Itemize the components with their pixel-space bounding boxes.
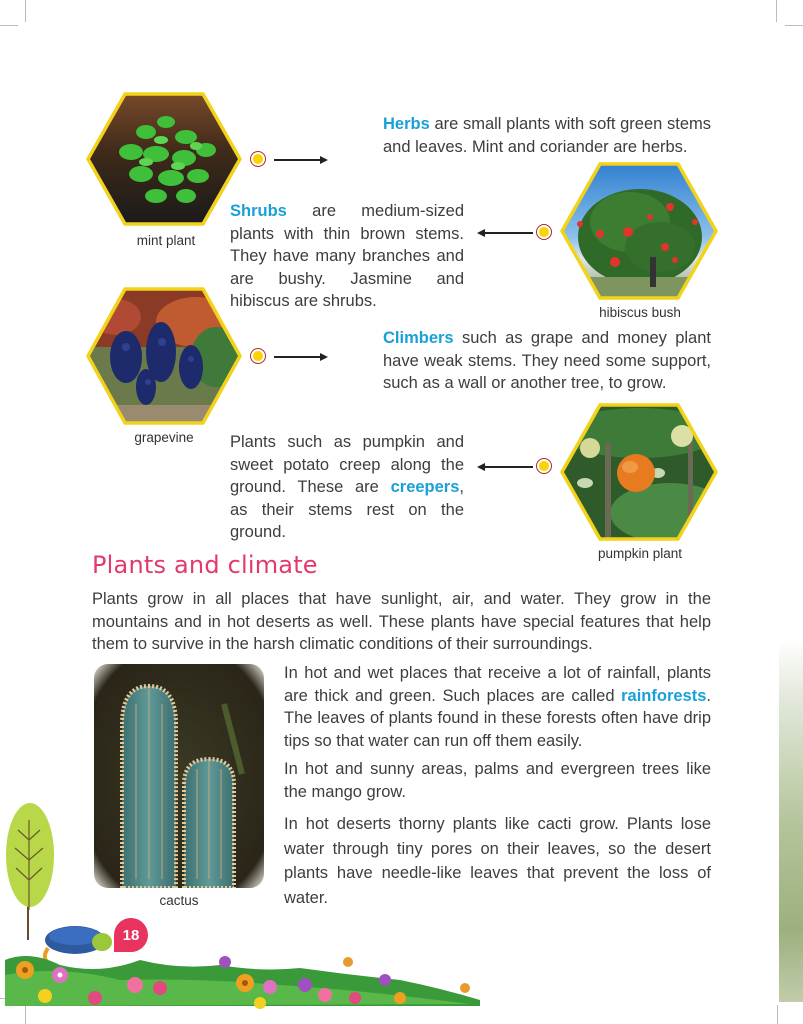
arrow-left-icon — [479, 232, 533, 234]
crop-mark — [0, 25, 18, 26]
desert-paragraph: In hot deserts thorny plants like cacti grow. Plants lose water through tiny pores on their leaves, so the desert plants have needle-like leaves that prevent the loss of water. — [284, 815, 711, 907]
creepers-term: creepers — [390, 478, 460, 496]
rainforest-paragraph: In hot and wet places that receive a lot of rainfall, plants are thick and green. Such places are called rainforests. The leaves of plants found in these forests often have drip tips so that water can run off them easily. — [284, 664, 711, 750]
climbers-paragraph: Climbers such as grape and money plant have weak stems. They need some support, such as a wall or another tree, to grow. — [383, 329, 711, 392]
page-number-badge: 18 — [114, 918, 148, 952]
bullet-dot-icon — [250, 348, 266, 364]
arrow-right-icon — [274, 356, 326, 358]
climate-intro: Plants grow in all places that have sunlight, air, and water. They grow in the mountains and in hot deserts as well. These plants have special features that help them to survive in the harsh climatic conditions of their surroundings. — [92, 590, 711, 653]
crop-mark — [777, 1005, 778, 1024]
arrow-right-icon — [274, 159, 326, 161]
foliage-edge-decoration — [779, 640, 803, 1002]
cactus-caption: cactus — [159, 893, 199, 908]
sunny-paragraph: In hot and sunny areas, palms and evergreen trees like the mango grow. — [284, 760, 711, 801]
herbs-paragraph: Herbs are small plants with soft green stems and leaves. Mint and coriander are herbs. — [383, 115, 711, 156]
section-heading: Plants and climate — [92, 551, 318, 579]
rainforests-term: rainforests — [621, 686, 707, 705]
mint-plant-caption: mint plant — [136, 233, 196, 248]
bullet-dot-icon — [250, 151, 266, 167]
pumpkin-plant-image — [560, 403, 718, 541]
crop-mark — [785, 25, 803, 26]
grapevine-image — [86, 287, 242, 425]
herbs-term: Herbs — [383, 115, 430, 133]
bullet-dot-icon — [536, 224, 552, 240]
meadow-decoration — [0, 800, 500, 1010]
arrow-left-icon — [479, 466, 533, 468]
crop-mark — [776, 0, 777, 22]
bullet-dot-icon — [536, 458, 552, 474]
shrubs-term: Shrubs — [230, 202, 287, 220]
shrubs-paragraph: Shrubs are medium-sized plants with thin brown stems. They have many branches and are bushy. Jasmine and hibiscus are shrubs. — [230, 202, 464, 310]
grapevine-caption: grapevine — [134, 430, 194, 445]
crop-mark — [25, 0, 26, 22]
climbers-term: Climbers — [383, 329, 454, 347]
hibiscus-bush-image — [560, 162, 718, 300]
creepers-paragraph: Plants such as pumpkin and sweet potato creep along the ground. These are creepers, as their stems rest on the ground. — [230, 433, 464, 541]
hibiscus-bush-caption: hibiscus bush — [599, 305, 681, 320]
pumpkin-plant-caption: pumpkin plant — [597, 546, 683, 561]
mint-plant-image — [86, 92, 242, 226]
